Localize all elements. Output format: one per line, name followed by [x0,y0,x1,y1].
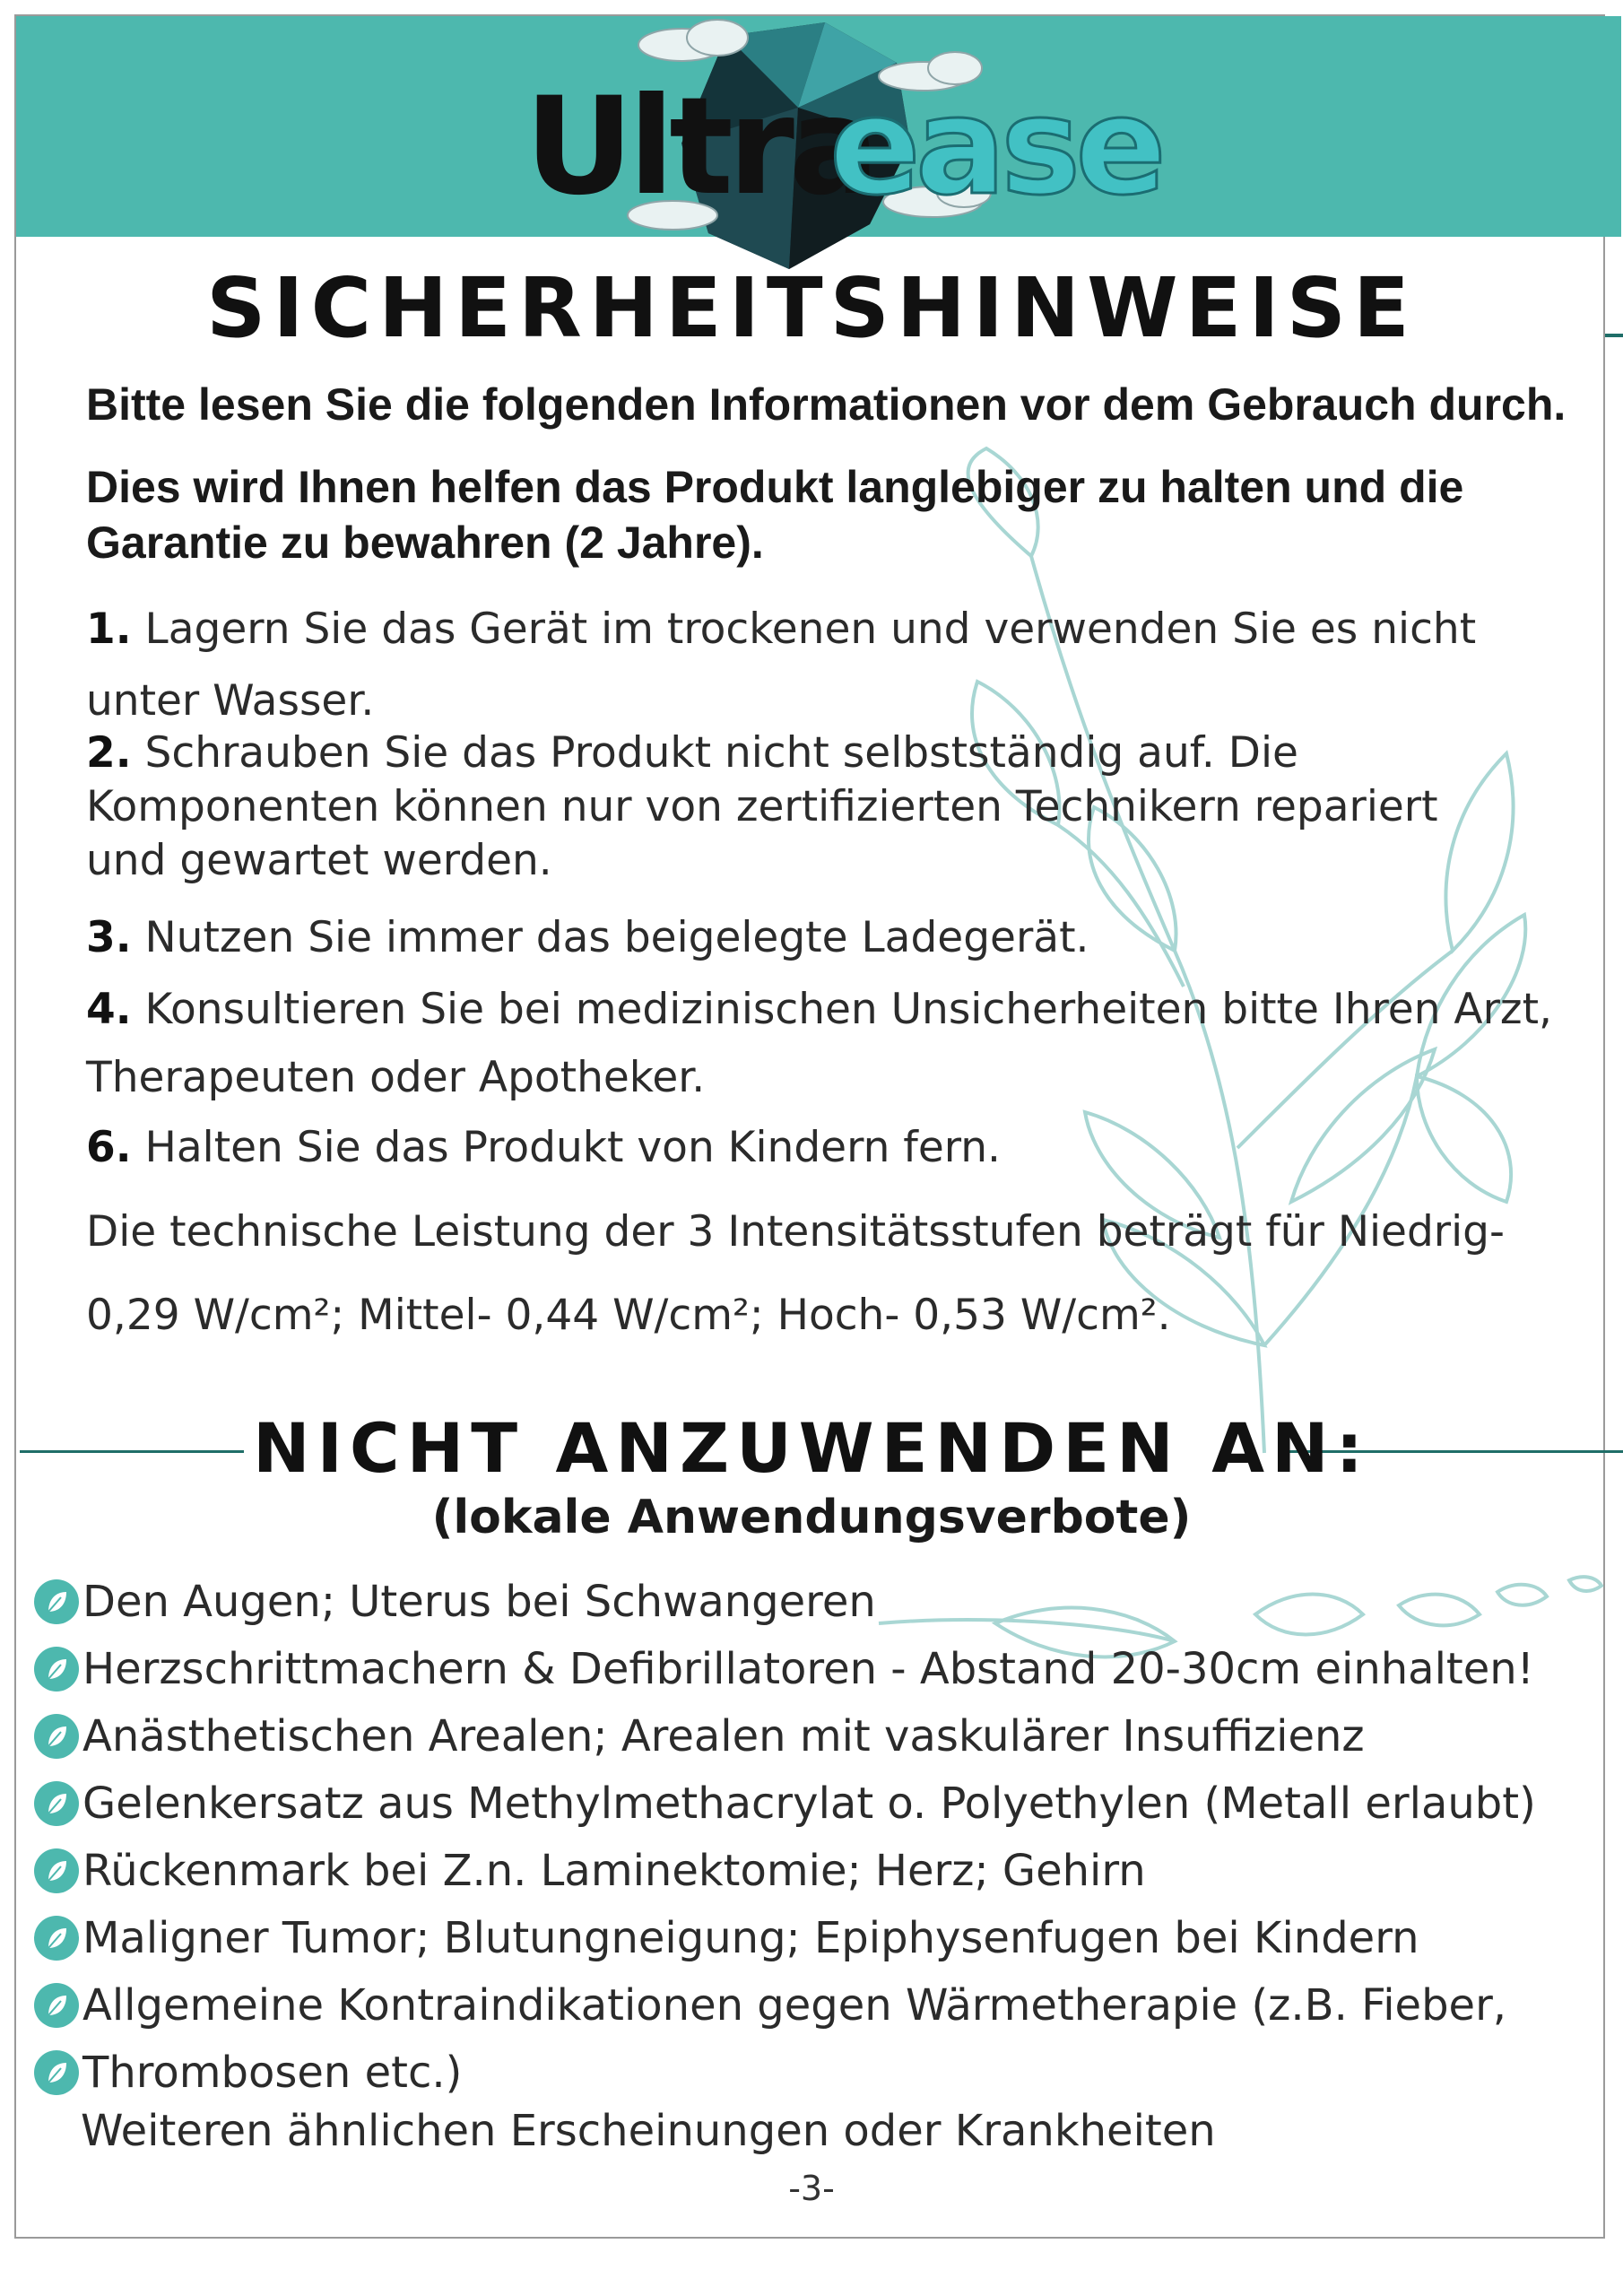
item-number: 1. [86,604,132,654]
list-item-text: Anästhetischen Arealen; Arealen mit vaskulärer Insuffizienz [82,1710,1365,1761]
item-text: Nutzen Sie immer das beigelegte Ladegerät. [144,913,1089,962]
safety-item-3 [86,911,1593,965]
list-item [34,2039,1594,2106]
list-item [34,1904,1594,1971]
closing-line: Weiteren ähnlichen Erscheinungen oder Krankheiten [81,2106,1216,2156]
list-item [34,1837,1594,1904]
list-item-text: Thrombosen etc.) [82,2047,463,2098]
leaf-icon [34,1983,79,2028]
intro-paragraph-2 [86,459,1521,570]
leaf-icon [34,1647,79,1692]
section-title: NICHT ANZUWENDEN AN: [252,1408,1371,1488]
leaf-icon [34,1714,79,1759]
list-item [34,1702,1594,1770]
performance-line-1: Die technische Leistung der 3 Intensitätsstufen beträgt für Niedrig- [86,1207,1505,1257]
list-item [34,1971,1594,2039]
intro-text-1: Bitte lesen Sie die folgenden Informationen vor dem Gebrauch durch. [86,379,1567,430]
page-title: SICHERHEITSHINWEISE [206,260,1417,356]
list-item-text: Gelenkersatz aus Methylmethacrylat o. Polyethylen (Metall erlaubt) [82,1778,1536,1829]
performance-line-2: 0,29 W/cm²; Mittel- 0,44 W/cm²; Hoch- 0,53 W/cm². [86,1291,1171,1340]
list-item-text: Rückenmark bei Z.n. Laminektomie; Herz; Gehirn [82,1845,1146,1896]
leaf-icon [34,1781,79,1826]
list-item-text: Allgemeine Kontraindikationen gegen Wärmetherapie (z.B. Fieber, [82,1979,1507,2031]
item-number: 2. [86,728,132,778]
leaf-icon [34,2050,79,2095]
intro-text-2: Dies wird Ihnen helfen das Produkt langlebiger zu halten und die Garantie zu bewahren (2 Jahre). [86,462,1464,568]
item-number: 6. [86,1123,132,1172]
item-text: Halten Sie das Produkt von Kindern fern. [144,1123,1001,1172]
item-text: Schrauben Sie das Produkt nicht selbstständig auf. Die Komponenten können nur von zertifizierten Technikern repariert und gewartet werden. [86,728,1438,885]
side-divider [1605,334,1623,337]
brand-logo [502,9,1161,278]
leaf-icon [34,1848,79,1893]
item-text: Konsultieren Sie bei medizinischen Unsicherheiten bitte Ihren Arzt, Therapeuten oder Apotheker. [86,985,1552,1102]
contraindication-list [34,1568,1594,2106]
safety-item-6 [86,1121,1593,1175]
performance-info [86,1205,1593,1259]
list-item-text: Den Augen; Uterus bei Schwangeren [82,1576,876,1627]
svg-text:ease: ease [829,69,1161,225]
leaf-icon [34,1579,79,1624]
svg-text:Ultra: Ultra [525,69,875,225]
list-item-text: Herzschrittmachern & Defibrillatoren - Abstand 20-30cm einhalten! [82,1643,1534,1694]
item-number: 3. [86,913,132,962]
list-item [34,1770,1594,1837]
leaf-icon [34,1916,79,1961]
list-item-text: Maligner Tumor; Blutungneigung; Epiphysenfugen bei Kindern [82,1912,1419,1963]
list-item [34,1568,1594,1635]
safety-item-1 [86,594,1575,737]
safety-item-4 [86,976,1566,1112]
section-subtitle: (lokale Anwendungsverbote) [431,1491,1192,1544]
item-number: 4. [86,985,132,1034]
performance-info-2 [86,1289,1593,1343]
item-text: Lagern Sie das Gerät im trockenen und verwenden Sie es nicht unter Wasser. [86,604,1477,726]
safety-item-2 [86,726,1485,888]
intro-paragraph-1 [86,377,1593,432]
page-number: -3- [788,2169,835,2208]
list-item [34,1635,1594,1702]
